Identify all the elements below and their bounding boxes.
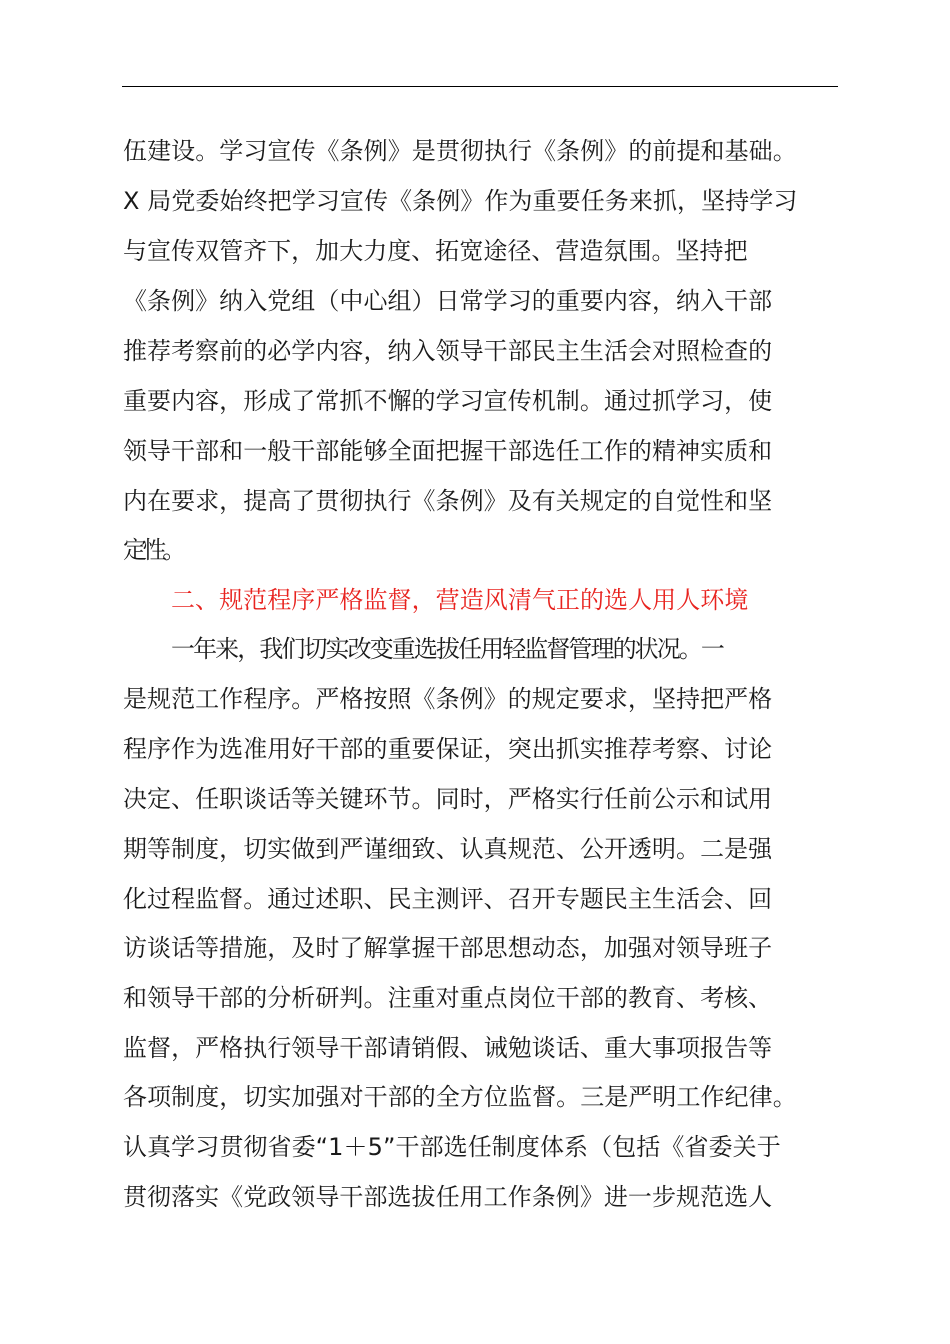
paragraph-2-line-8: 和领导干部的分析研判。注重对重点岗位干部的教育、考核、 (123, 984, 773, 1012)
paragraph-2-line-7: 访谈话等措施，及时了解掌握干部思想动态，加强对领导班子 (123, 934, 773, 962)
paragraph-1-line-5: 推荐考察前的必学内容，纳入领导干部民主生活会对照检查的 (123, 337, 773, 365)
paragraph-1-line-3: 与宣传双管齐下，加大力度、拓宽途径、营造氛围。坚持把 (123, 237, 748, 265)
paragraph-1-line-7: 领导干部和一般干部能够全面把握干部选任工作的精神实质和 (123, 437, 773, 465)
paragraph-2-line-2: 是规范工作程序。严格按照《条例》的规定要求，坚持把严格 (123, 685, 773, 713)
header-rule (122, 86, 838, 87)
paragraph-1-line-9: 定性。 (123, 536, 182, 564)
section-heading: 二、规范程序严格监督，营造风清气正的选人用人环境 (171, 586, 749, 614)
paragraph-1-line-2: X 局党委始终把学习宣传《条例》作为重要任务来抓，坚持学习 (123, 187, 798, 215)
paragraph-2-line-12: 贯彻落实《党政领导干部选拔任用工作条例》进一步规范选人 (123, 1183, 773, 1211)
paragraph-2-line-4: 决定、任职谈话等关键环节。同时，严格实行任前公示和试用 (123, 785, 773, 813)
paragraph-1-line-6: 重要内容，形成了常抓不懈的学习宣传机制。通过抓学习，使 (123, 387, 773, 415)
paragraph-2-line-6: 化过程监督。通过述职、民主测评、召开专题民主生活会、回 (123, 885, 773, 913)
paragraph-2-line-5: 期等制度，切实做到严谨细致、认真规范、公开透明。二是强 (123, 835, 773, 863)
paragraph-1-line-8: 内在要求，提高了贯彻执行《条例》及有关规定的自觉性和坚 (123, 487, 773, 515)
paragraph-2-line-9: 监督，严格执行领导干部请销假、诫勉谈话、重大事项报告等 (123, 1034, 773, 1062)
paragraph-2-line-11: 认真学习贯彻省委“1＋5”干部选任制度体系（包括《省委关于 (123, 1133, 781, 1161)
paragraph-1-line-4: 《条例》纳入党组（中心组）日常学习的重要内容，纳入干部 (123, 287, 773, 315)
paragraph-2-line-3: 程序作为选准用好干部的重要保证，突出抓实推荐考察、讨论 (123, 735, 773, 763)
paragraph-2-line-10: 各项制度，切实加强对干部的全方位监督。三是严明工作纪律。 (123, 1083, 797, 1111)
paragraph-1-line-1: 伍建设。学习宣传《条例》是贯彻执行《条例》的前提和基础。 (123, 137, 797, 165)
paragraph-2-line-1: 一年来，我们切实改变重选拔任用轻监督管理的状况。一 (171, 635, 723, 663)
